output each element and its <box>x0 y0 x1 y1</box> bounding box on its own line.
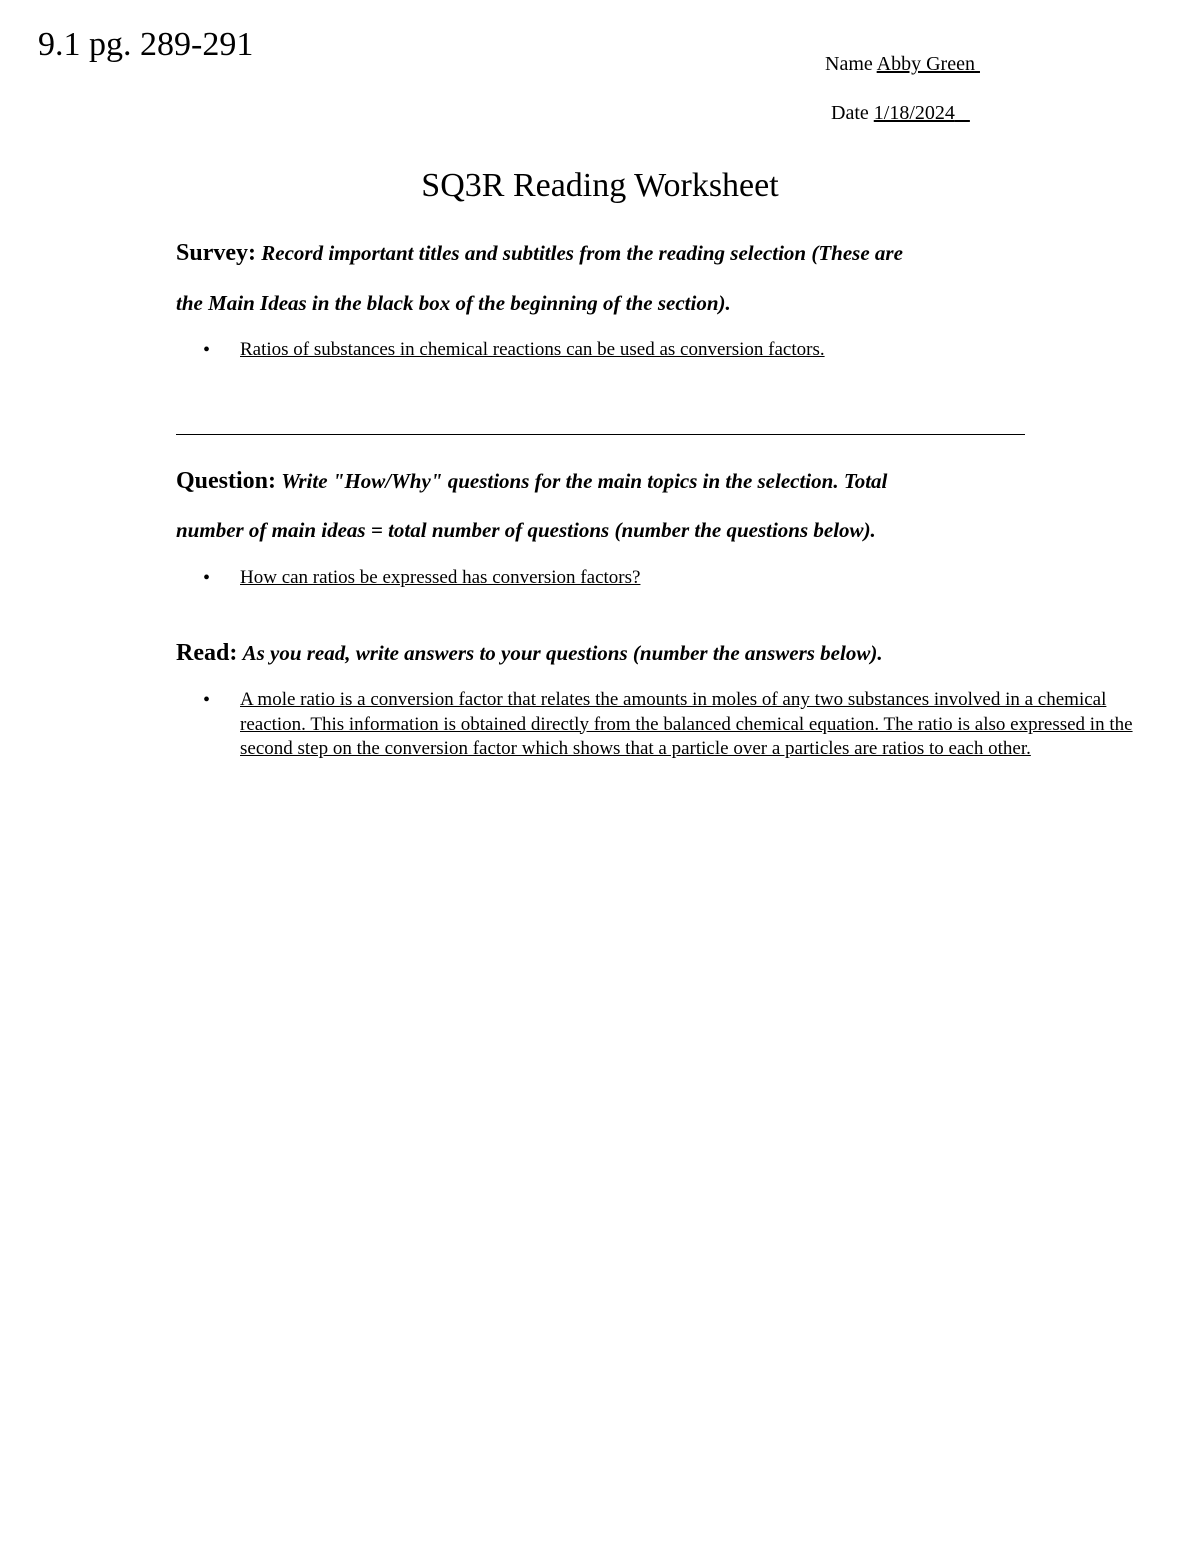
read-entry: A mole ratio is a conversion factor that relates the amounts in moles of any two substances involved in a chemical reaction. This information is obtained directly from the balanced chemical equation. The ratio is also expressed in the second step on the conversion factor which shows that a particle over a particles are ratios to each other. <box>240 689 1133 759</box>
question-entry: How can ratios be expressed has conversion factors? <box>240 567 641 588</box>
question-heading <box>176 469 887 493</box>
bullet-icon: • <box>203 689 211 711</box>
survey-heading <box>176 241 903 265</box>
question-instruction-line2: number of main ideas = total number of questions (number the questions below). <box>176 518 876 542</box>
name-line <box>825 54 980 74</box>
question-label: Question: <box>176 468 277 494</box>
date-label: Date <box>831 102 869 124</box>
bullet-icon: • <box>203 567 211 589</box>
read-heading <box>176 641 883 665</box>
read-label: Read: <box>176 640 238 666</box>
survey-entry: Ratios of substances in chemical reactions can be used as conversion factors. <box>240 339 825 360</box>
name-value: Abby Green <box>876 53 975 75</box>
question-instruction-line1: Write "How/Why" questions for the main topics in the selection. Total <box>281 469 888 493</box>
survey-label: Survey: <box>176 240 256 266</box>
page-reference: 9.1 pg. 289-291 <box>38 26 254 63</box>
read-instruction: As you read, write answers to your questions (number the answers below). <box>242 641 883 665</box>
survey-instruction-line1: Record important titles and subtitles from the reading selection (These are <box>261 241 903 265</box>
bullet-icon: • <box>203 339 211 361</box>
worksheet-title: SQ3R Reading Worksheet <box>421 167 779 204</box>
name-label: Name <box>825 53 873 75</box>
survey-instruction-line2: the Main Ideas in the black box of the beginning of the section). <box>176 291 731 315</box>
date-line <box>831 103 970 123</box>
date-value: 1/18/2024 <box>873 102 955 124</box>
divider-line <box>176 434 1025 435</box>
